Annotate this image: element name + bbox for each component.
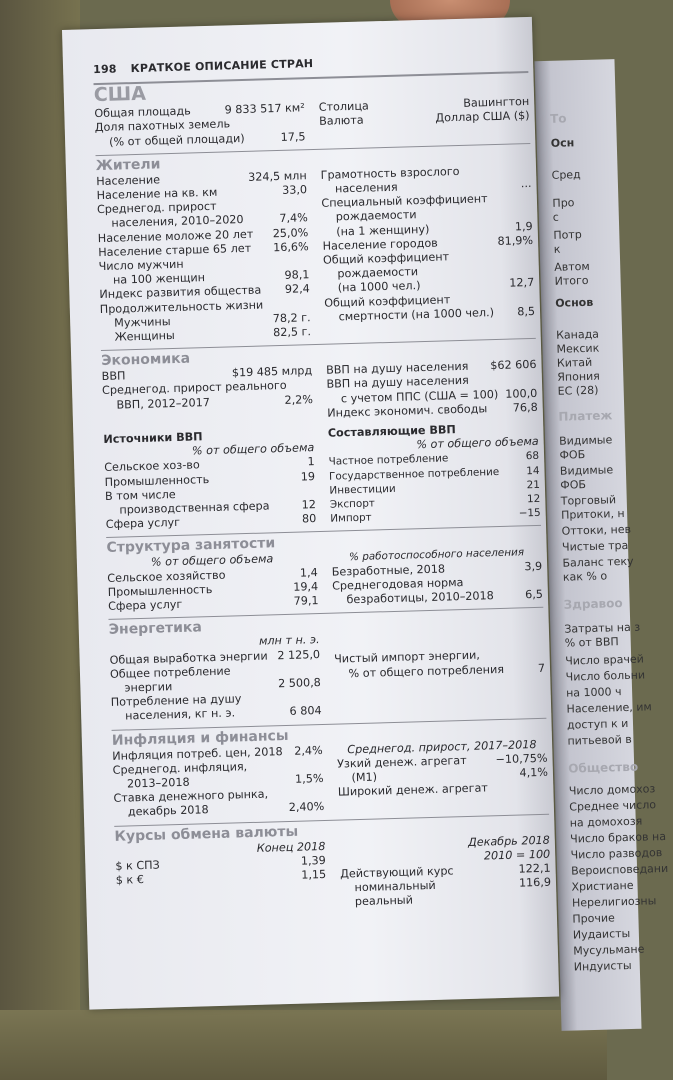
row-label: Среднегод. инфляция, bbox=[112, 759, 248, 777]
row-value: 19 bbox=[300, 469, 316, 484]
employment-section bbox=[107, 545, 543, 614]
facing-page-text: Основ bbox=[555, 295, 594, 310]
row-value: 21 bbox=[526, 478, 541, 492]
row-label: Импорт bbox=[330, 511, 372, 525]
row-label: Мужчины bbox=[114, 314, 171, 330]
facing-page-text: Затраты на з bbox=[564, 620, 641, 636]
facing-page-text: % от ВВП bbox=[564, 635, 619, 650]
row-value: $19 485 млрд bbox=[231, 364, 313, 380]
row-label: населения, кг н. э. bbox=[125, 706, 236, 723]
employment-left bbox=[107, 566, 319, 614]
arable-sub: (% от общей площади) bbox=[108, 131, 245, 149]
exchange-right bbox=[340, 862, 552, 910]
row-value: 2,2% bbox=[284, 392, 314, 407]
gdp-sources-rows bbox=[104, 456, 316, 533]
row-value: 8,5 bbox=[517, 304, 536, 319]
facing-page-text: Итого bbox=[554, 273, 589, 288]
currency-value: Доллар США ($) bbox=[435, 109, 530, 126]
row-value: 6 804 bbox=[289, 704, 322, 719]
section-title-exchange: Курсы обмена валюты bbox=[114, 823, 299, 845]
facing-page-text: Канада bbox=[555, 327, 600, 342]
row-value: 100,0 bbox=[505, 386, 538, 401]
facing-page-text: на 1000 ч bbox=[565, 685, 622, 700]
exchange-unit-left: Конец 2018 bbox=[256, 839, 326, 855]
facing-page-text: Япония bbox=[557, 369, 601, 384]
facing-page-text: доступ к и bbox=[566, 716, 629, 732]
row-label: на 100 женщин bbox=[112, 271, 206, 287]
economy-section bbox=[102, 358, 538, 427]
row-label: Среднегод. прирост реального bbox=[101, 379, 287, 398]
row-label: энергии bbox=[124, 680, 173, 695]
row-value: 2 500,8 bbox=[277, 675, 321, 691]
row-label: Потребление на душу bbox=[110, 692, 242, 710]
row-label: Специальный коэффициент bbox=[321, 192, 488, 211]
row-label: с учетом ППС (США = 100) bbox=[340, 387, 499, 406]
facing-page-text: ЕС (28) bbox=[557, 383, 599, 398]
people-left bbox=[96, 169, 311, 345]
gdp-components-rows bbox=[328, 449, 540, 526]
row-value: ... bbox=[520, 176, 532, 191]
facing-page-text: Число разводов bbox=[570, 846, 663, 862]
inflation-right bbox=[337, 751, 549, 799]
area-label: Общая площадь bbox=[94, 104, 191, 121]
row-label: 2013–2018 bbox=[126, 775, 190, 791]
row-value: 12,7 bbox=[509, 276, 535, 291]
facing-page-text: Потр bbox=[553, 228, 582, 242]
facing-page-text: Индуисты bbox=[573, 958, 632, 974]
page-content bbox=[93, 51, 552, 916]
facing-page-text: Сред bbox=[551, 168, 581, 182]
row-label: Промышленность bbox=[104, 472, 210, 489]
row-label: Промышленность bbox=[107, 582, 213, 599]
employment-right bbox=[332, 559, 544, 607]
row-label: Общее потребление bbox=[109, 664, 231, 681]
row-value: 68 bbox=[525, 450, 540, 463]
section-title-people: Жители bbox=[95, 156, 161, 174]
facing-page-text: Мусульмане bbox=[573, 942, 645, 958]
row-label: Действующий курс bbox=[339, 864, 454, 881]
row-value: 82,5 г. bbox=[272, 325, 312, 340]
row-value: 7,4% bbox=[279, 211, 309, 226]
facing-page-text: Общество bbox=[568, 759, 639, 776]
row-label: Общий коэффициент bbox=[322, 250, 450, 267]
row-label: Государственное потребление bbox=[328, 465, 500, 483]
row-value: 80 bbox=[301, 512, 317, 526]
row-value: 92,4 bbox=[284, 282, 311, 297]
facing-page-text: Число браков на bbox=[570, 829, 667, 846]
exchange-left bbox=[115, 854, 326, 888]
facing-page-text: на домохозя bbox=[569, 814, 643, 830]
facing-page-text: Нерелигиозны bbox=[571, 894, 657, 910]
row-label: Сельское хоз-во bbox=[104, 458, 200, 475]
row-label: рождаемости bbox=[335, 208, 417, 224]
row-value: 76,8 bbox=[512, 400, 538, 415]
row-label: Узкий денеж. агрегат bbox=[336, 753, 467, 771]
row-value: 98,1 bbox=[284, 268, 310, 283]
row-value: 4,1% bbox=[519, 765, 549, 780]
row-label: (M1) bbox=[351, 770, 378, 785]
facing-page-text: Осн bbox=[550, 136, 575, 150]
book-page bbox=[62, 17, 559, 1010]
employment-unit-right: % работоспособного населения bbox=[348, 546, 525, 564]
facing-page-text: Видимые bbox=[558, 433, 613, 448]
facing-page-text: Среднее число bbox=[569, 798, 657, 814]
row-value: 116,9 bbox=[518, 875, 552, 890]
gdp-sources-title: Источники ВВП bbox=[103, 430, 203, 447]
facing-page-text: Про bbox=[552, 196, 575, 210]
people-section bbox=[96, 163, 536, 346]
capital-label: Столица bbox=[318, 99, 370, 115]
row-label: Число мужчин bbox=[98, 257, 184, 274]
currency-label: Валюта bbox=[318, 114, 364, 129]
row-label: Население старше 65 лет bbox=[98, 241, 252, 259]
row-label: Общая выработка энергии bbox=[109, 649, 268, 667]
row-value: 16,6% bbox=[272, 240, 309, 255]
page-number: 198 bbox=[92, 62, 117, 77]
row-label: Инвестиции bbox=[329, 482, 396, 497]
inflation-unit: Среднегод. прирост, 2017–2018 bbox=[347, 737, 537, 756]
facing-page-text: Здравоо bbox=[563, 596, 623, 612]
energy-section bbox=[109, 627, 546, 724]
row-label: Широкий денеж. агрегат bbox=[337, 781, 489, 799]
row-value: −10,75% bbox=[495, 751, 548, 766]
exchange-section bbox=[115, 833, 552, 916]
row-value: 1,9 bbox=[514, 219, 533, 234]
facing-page-text: Прочие bbox=[572, 911, 616, 926]
row-label: безработицы, 2010–2018 bbox=[346, 589, 494, 607]
section-title-energy: Энергетика bbox=[108, 619, 203, 639]
row-value: $62 606 bbox=[490, 358, 537, 373]
facing-page-text: Население, им bbox=[566, 700, 652, 716]
facing-page-text: ФОБ bbox=[559, 448, 586, 462]
row-value: 1,5% bbox=[294, 771, 324, 786]
employment-unit-left: % от общего объема bbox=[150, 552, 274, 570]
row-label: населения bbox=[334, 180, 398, 196]
arable-value: 17,5 bbox=[280, 129, 306, 144]
row-label: $ к СПЗ bbox=[115, 858, 160, 873]
facing-page-text: ФОБ bbox=[560, 478, 587, 492]
row-label: (на 1 женщину) bbox=[336, 222, 430, 239]
row-value: 25,0% bbox=[272, 225, 309, 240]
row-label: смертности (на 1000 чел.) bbox=[338, 305, 495, 324]
row-label: Индекс развития общества bbox=[99, 283, 262, 302]
row-label: рождаемости bbox=[337, 265, 419, 281]
economy-left bbox=[102, 364, 314, 427]
row-value: 79,1 bbox=[293, 594, 319, 608]
row-label: Продолжительность жизни bbox=[99, 298, 264, 316]
row-value: −15 bbox=[518, 507, 541, 520]
exchange-unit-right-1: Декабрь 2018 bbox=[467, 833, 550, 849]
row-label: реальный bbox=[354, 893, 414, 909]
row-label: ВВП на душу населения bbox=[326, 374, 470, 392]
section-title-inflation: Инфляция и финансы bbox=[111, 727, 289, 749]
facing-page-text: Иудаисты bbox=[572, 926, 631, 942]
row-label: Общий коэффициент bbox=[324, 292, 451, 310]
gdp-components-unit: % от общего объема bbox=[416, 435, 539, 452]
row-value: 2,4% bbox=[294, 743, 323, 758]
section-title-employment: Структура занятости bbox=[106, 535, 276, 557]
arable-label: Доля пахотных земель bbox=[94, 117, 231, 135]
gdp-components-title: Составляющие ВВП bbox=[327, 423, 457, 440]
row-label: Безработные, 2018 bbox=[331, 562, 446, 579]
inflation-left bbox=[112, 744, 324, 821]
row-value: 1,39 bbox=[300, 853, 326, 868]
people-right bbox=[320, 163, 535, 339]
facing-page-text: Оттоки, нев bbox=[561, 522, 632, 538]
row-label: Население bbox=[96, 173, 161, 188]
gdp-tables bbox=[103, 421, 541, 533]
row-label: Среднегод. прирост bbox=[96, 199, 217, 217]
row-label: ВВП bbox=[101, 369, 126, 384]
row-value: 7 bbox=[537, 661, 546, 675]
energy-left bbox=[109, 648, 321, 725]
facing-page-text: Чистые тра bbox=[561, 538, 629, 554]
area-value: 9 833 517 км² bbox=[224, 101, 305, 117]
row-label: Сфера услуг bbox=[107, 597, 183, 614]
row-label: Грамотность взрослого bbox=[320, 164, 460, 182]
row-label: декабрь 2018 bbox=[127, 803, 209, 819]
row-label: Среднегодовая норма bbox=[331, 575, 464, 593]
facing-page-text: к bbox=[553, 242, 561, 256]
row-label: % от общего потребления bbox=[348, 662, 505, 680]
exchange-unit-right-2: 2010 = 100 bbox=[483, 847, 551, 863]
row-label: номинальный bbox=[354, 879, 436, 895]
country-title: США bbox=[94, 71, 529, 105]
row-value: 1,4 bbox=[299, 565, 318, 580]
facing-page-text: Автом bbox=[554, 259, 590, 274]
facing-page-text: Число врачей bbox=[565, 652, 645, 668]
row-label: Сельское хозяйство bbox=[107, 568, 226, 585]
row-label: (на 1000 чел.) bbox=[337, 279, 421, 295]
row-label: В том числе bbox=[104, 487, 176, 503]
row-value: 1 bbox=[307, 455, 315, 469]
facing-page-text: Мексик bbox=[556, 341, 600, 356]
capital-value: Вашингтон bbox=[463, 95, 530, 111]
row-label: $ к € bbox=[115, 872, 145, 887]
facing-page-text: Платеж bbox=[558, 408, 613, 424]
facing-page-text: Вероисповедани bbox=[570, 861, 669, 878]
facing-page-text: Число больни bbox=[565, 668, 646, 684]
row-value: 3,9 bbox=[524, 559, 543, 573]
facing-page-text: питьевой в bbox=[567, 732, 632, 748]
row-value: 1,15 bbox=[301, 867, 327, 882]
energy-unit: млн т н. э. bbox=[258, 633, 320, 649]
facing-page-text: Торговый bbox=[560, 493, 617, 508]
row-value: 12 bbox=[301, 498, 317, 512]
row-value: 33,0 bbox=[281, 183, 308, 197]
row-value: 14 bbox=[526, 464, 540, 477]
row-label: населения, 2010–2020 bbox=[111, 213, 244, 231]
row-label: ВВП, 2012–2017 bbox=[116, 395, 211, 412]
facing-page-text: как % о bbox=[562, 569, 608, 584]
gdp-sources-unit: % от общего объема bbox=[191, 441, 315, 458]
facing-page-text: Баланс теку bbox=[562, 554, 634, 570]
row-label: Население городов bbox=[322, 236, 438, 253]
row-value: 122,1 bbox=[518, 861, 551, 876]
row-label: Инфляция потреб. цен, 2018 bbox=[112, 744, 283, 763]
row-label: Население на кв. км bbox=[96, 185, 218, 203]
row-value: 81,9% bbox=[497, 233, 534, 248]
facing-page-text: Число домохоз bbox=[568, 782, 656, 798]
running-head-title: КРАТКОЕ ОПИСАНИЕ СТРАН bbox=[130, 57, 314, 76]
row-label: Чистый импорт энергии, bbox=[333, 648, 481, 666]
row-label: Частное потребление bbox=[328, 452, 449, 469]
economy-right bbox=[326, 358, 538, 421]
facing-page-text: Китай bbox=[556, 355, 593, 370]
facing-page-text: То bbox=[549, 111, 567, 126]
row-label: Индекс экономич. свободы bbox=[327, 402, 488, 420]
row-label: Ставка денежного рынка, bbox=[113, 787, 269, 805]
row-label: производственная сфера bbox=[119, 499, 270, 517]
row-label: ВВП на душу населения bbox=[325, 360, 469, 378]
facing-page-text: Христиане bbox=[571, 878, 634, 894]
facing-page-text: Видимые bbox=[559, 463, 614, 478]
table-surface-bottom bbox=[0, 1010, 607, 1080]
row-value: 324,5 млн bbox=[248, 169, 307, 184]
row-label: Население моложе 20 лет bbox=[97, 227, 254, 245]
facing-page-text: Притоки, н bbox=[560, 506, 625, 522]
row-label: Женщины bbox=[114, 329, 175, 344]
row-value: 2 125,0 bbox=[277, 647, 321, 662]
row-label: Сфера услуг bbox=[105, 516, 181, 532]
row-value: 12 bbox=[526, 492, 541, 506]
row-label: Экспорт bbox=[329, 497, 376, 511]
row-value: 6,5 bbox=[524, 587, 544, 602]
energy-right bbox=[334, 647, 545, 681]
row-value: 78,2 г. bbox=[272, 311, 311, 326]
facing-page-text: с bbox=[552, 210, 560, 224]
row-value: 19,4 bbox=[293, 579, 319, 594]
row-value: 2,40% bbox=[288, 800, 325, 815]
inflation-section bbox=[112, 737, 549, 820]
section-title-economy: Экономика bbox=[101, 350, 191, 370]
